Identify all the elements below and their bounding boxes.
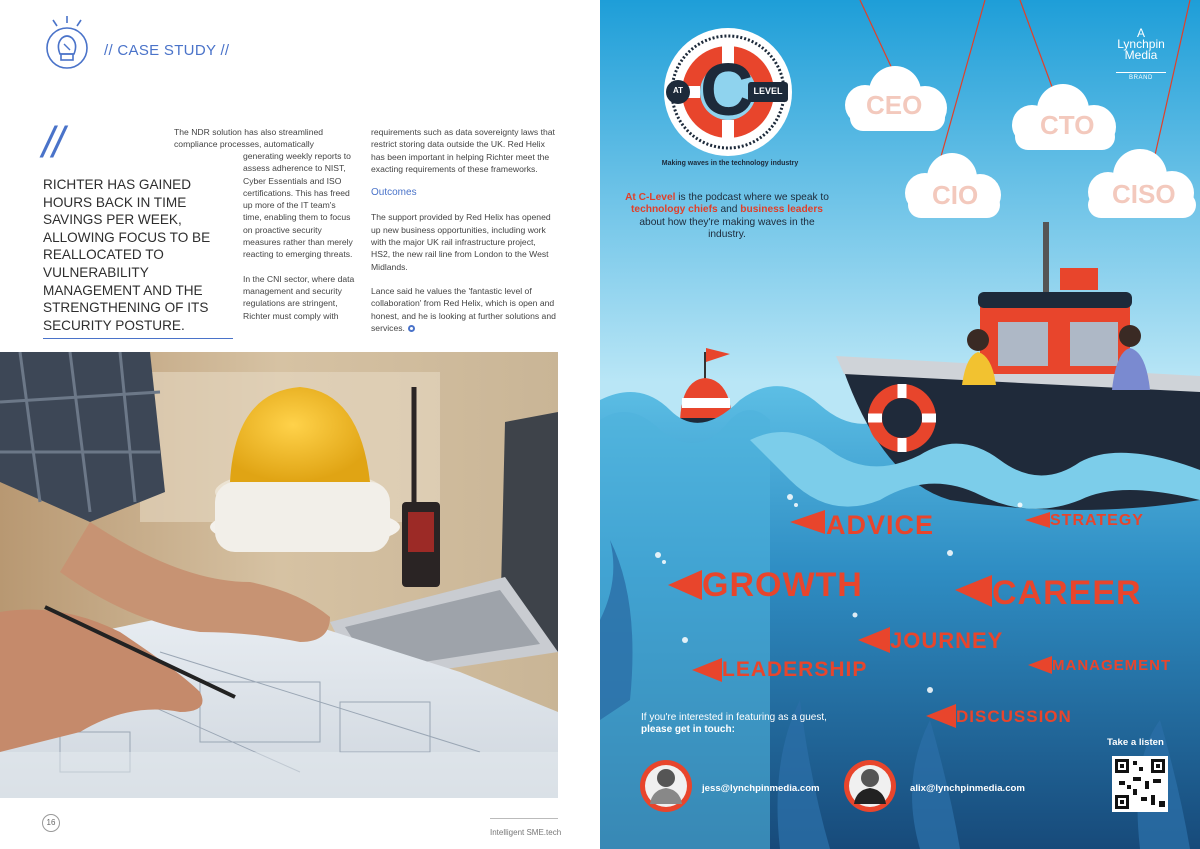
paragraph: The support provided by Red Helix has opened up new business opportunities, including work with the major UK rail infrastructure project, HS2, the new rail line from London to the West Midlands.	[371, 212, 551, 272]
cta-text	[641, 712, 841, 736]
page-number: 16	[42, 814, 60, 832]
lightbulb-icon	[40, 14, 94, 72]
tagline-text: and	[717, 204, 741, 216]
tagline-brand: At C-Level	[625, 192, 676, 203]
quote-divider	[43, 338, 233, 339]
fish-word-discussion: DISCUSSION	[956, 707, 1072, 726]
footer-divider	[490, 818, 558, 819]
quote-mark: //	[42, 118, 63, 167]
construction-planning-photo	[0, 352, 558, 798]
cloud-label-ceo: CEO	[866, 90, 923, 120]
section-label: // CASE STUDY //	[104, 42, 230, 59]
contact-email-alix[interactable]: alix@lynchpinmedia.com	[910, 783, 1025, 794]
cloud-label-cto: CTO	[1040, 110, 1095, 140]
publication-footer: Intelligent SME.tech	[490, 828, 562, 837]
brand-a: A	[1136, 26, 1145, 40]
fish-word-journey: JOURNEY	[890, 628, 1004, 653]
cta-emphasis: please get in touch:	[641, 724, 735, 735]
pull-quote: RICHTER HAS GAINED HOURS BACK IN TIME SAVINGS PER WEEK, ALLOWING FOCUS TO BE REALLOCATED TO VULNERABILITY MANAGEMENT AND THE STRENGTHENING OF ITS SECURITY POSTURE.	[43, 177, 211, 333]
tagline-text: about how they're making waves in the industry.	[639, 216, 815, 241]
paragraph: generating weekly reports to assess adherence to NIST, Cyber Essentials and ISO certifications. This has freed up more of the IT team's time, enabling them to focus on proactive security measures rather than merely reacting to emerging threats.	[243, 151, 353, 260]
fish-word-leadership: LEADERSHIP	[722, 658, 868, 681]
contact-email-jess[interactable]: jess@lynchpinmedia.com	[702, 783, 820, 794]
logo-level-text: LEVEL	[753, 86, 783, 96]
paragraph	[371, 285, 557, 334]
fish-word-growth: GROWTH	[702, 566, 863, 604]
qr-code-icon	[1112, 756, 1168, 812]
fish-word-career: CAREER	[992, 574, 1142, 612]
lynchpin-media-logo	[1112, 28, 1170, 61]
tagline-highlight: business leaders	[740, 204, 823, 216]
logo-c-letter: C	[700, 48, 754, 131]
body-column-1	[243, 150, 355, 334]
podcast-tagline	[620, 192, 834, 242]
cloud-label-cio: CIO	[932, 180, 979, 210]
paragraph: In the CNI sector, where data management and security regulations are stringent, Richter must comply with	[243, 273, 355, 321]
logo-at-text: AT	[672, 86, 684, 95]
tagline-text: is the podcast where we speak to	[675, 192, 829, 203]
paragraph: requirements such as data sovereignty laws that restrict storing data outside the UK. Red Helix has been important in helping Richter meet the exacting requirements of these frameworks.	[371, 127, 555, 174]
fish-word-advice: ADVICE	[826, 510, 935, 540]
tagline-highlight: technology chiefs	[631, 204, 718, 216]
paragraph-text: Lance said he values the 'fantastic level of collaboration' from Red Helix, which is open and honest, and he is looking at further solutions and services.	[371, 285, 556, 333]
brand-name-1: Lynchpin	[1117, 37, 1165, 51]
fish-word-strategy: STRATEGY	[1050, 512, 1144, 529]
brand-name-2: Media	[1124, 48, 1158, 62]
cta-line: If you're interested in featuring as a guest,	[641, 712, 827, 723]
body-column-2	[371, 126, 557, 346]
body-text-intro: The NDR solution has also streamlined compliance processes, automatically	[174, 127, 324, 150]
brand-sub-label: BRAND	[1116, 72, 1166, 81]
logo-ring-text: Making waves in the technology industry	[661, 160, 799, 167]
cloud-label-ciso: CISO	[1112, 179, 1176, 209]
fish-word-management: MANAGEMENT	[1052, 657, 1172, 674]
take-a-listen-label: Take a listen	[1107, 737, 1164, 748]
end-mark-icon	[408, 325, 415, 332]
subheading-outcomes: Outcomes	[371, 187, 417, 199]
